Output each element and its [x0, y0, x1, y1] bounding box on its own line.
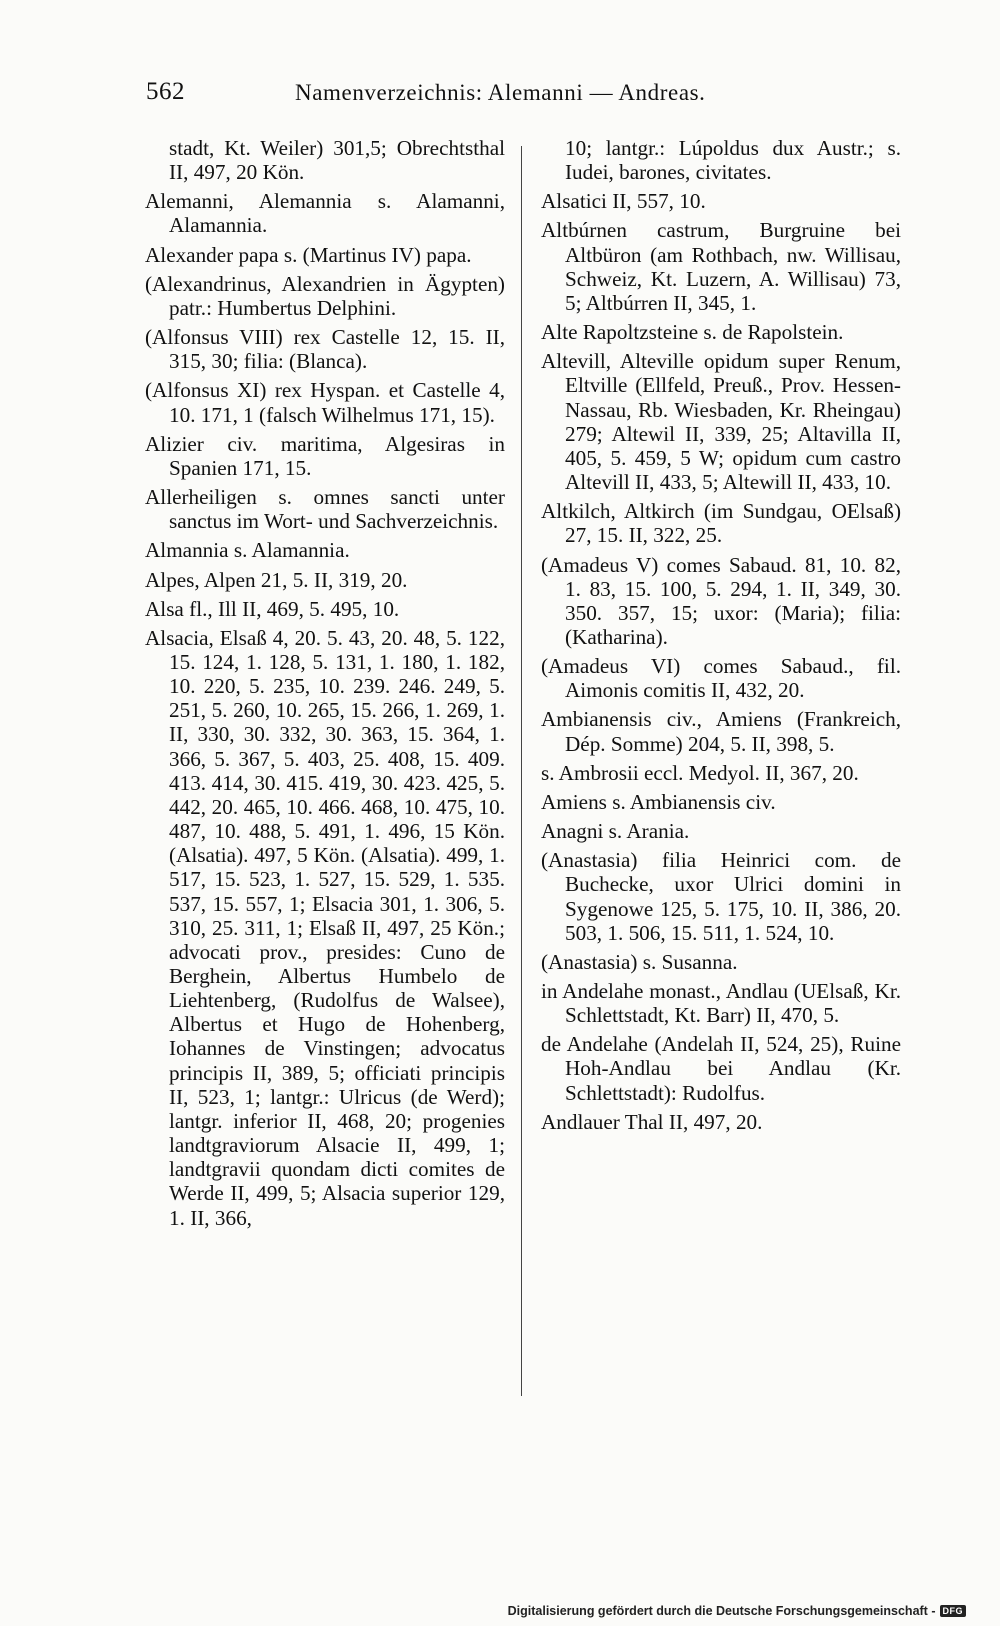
- index-entry: Alsatici II, 557, 10.: [541, 189, 706, 214]
- index-entry: Altkilch, Altkirch (im Sundgau, OElsaß) 27, 15. II, 322, 25.: [541, 499, 901, 548]
- index-entry: de Andelahe (Andelah II, 524, 25), Ruine Hoh-Andlau bei Andlau (Kr. Schlettstadt): Rudolfus.: [541, 1032, 901, 1105]
- index-entry: Alizier civ. maritima, Algesiras in Spanien 171, 15.: [145, 431, 505, 480]
- index-entry: 10; lantgr.: Lúpoldus dux Austr.; s. Iudei, barones, civitates.: [565, 136, 901, 185]
- index-entry: stadt, Kt. Weiler) 301,5; Obrechtsthal II, 497, 20 Kön.: [169, 136, 505, 185]
- index-entry: Alte Rapoltzsteine s. de Rapolstein.: [541, 320, 844, 345]
- index-column-left: [145, 136, 505, 1235]
- index-entry: (Alfonsus XI) rex Hyspan. et Castelle 4, 10. 171, 1 (falsch Wilhelmus 171, 15).: [145, 378, 505, 427]
- footer-text: Digitalisierung gefördert durch die Deutsche Forschungsgemeinschaft -: [507, 1604, 936, 1618]
- index-entry: Almannia s. Alamannia.: [145, 538, 350, 563]
- index-entry: Alemanni, Alemannia s. Alamanni, Alamannia.: [145, 189, 505, 238]
- index-entry: Alpes, Alpen 21, 5. II, 319, 20.: [145, 567, 408, 592]
- index-entry: Altbúrnen castrum, Burgruine bei Altbüron (am Rothbach, nw. Willisau, Schweiz, Kt. Luzern, A. Willisau) 73, 5; Altbúrren II, 345, 1.: [541, 218, 901, 315]
- index-entry: (Alfonsus VIII) rex Castelle 12, 15. II, 315, 30; filia: (Blanca).: [145, 325, 505, 374]
- digitization-footer: [508, 1604, 966, 1618]
- index-entry: (Anastasia) filia Heinrici com. de Buchecke, uxor Ulrici domini in Sygenowe 125, 5. 175, 10. II, 386, 20. 503, 1. 506, 15. 511, 1. 524, 10.: [541, 848, 901, 945]
- dfg-logo-icon: DFG: [940, 1605, 967, 1617]
- index-entry: Alsacia, Elsaß 4, 20. 5. 43, 20. 48, 5. 122, 15. 124, 1. 128, 5. 131, 1. 180, 1. 182, 10. 220, 5. 235, 10. 239. 246. 249, 5. 251, 5. 260, 10. 265, 15. 266, 1. 269, 1. II, 330, 30. 332, 30. 363, 15. 364, 1. 366, 5. 367, 5. 403, 25. 408, 15. 409. 413. 414, 30. 415. 419, 30. 423. 425, 5. 442, 20. 465, 10. 466. 468, 10. 475, 10. 487, 10. 488, 5. 491, 1. 496, 15 Kön. (Alsatia). 497, 5 Kön. (Alsatia). 499, 1. 517, 15. 523, 1. 527, 15. 529, 1. 535. 537, 15. 557, 1; Elsacia 301, 1. 306, 5. 310, 25. 311, 1; Elsaß II, 497, 25 Kön.; advocati prov., presides: Cuno de Berghein, Albertus Humbelo de Liehtenberg, (Rudolfus de Walsee), Albertus et Hugo de Hohenberg, Iohannes de Vinstingen; advocatus principis II, 389, 5; officiati principis II, 523, 1; lantgr.: Ulricus (de Werd); lantgr. inferior II, 468, 20; progenies landtgraviorum Alsacie II, 499, 1; landtgravii quondam dicti comites de Werde II, 499, 5; Alsacia superior 129, 1. II, 366,: [145, 625, 505, 1230]
- index-entry: (Amadeus VI) comes Sabaud., fil. Aimonis comitis II, 432, 20.: [541, 654, 901, 703]
- index-entry: Alexander papa s. (Martinus IV) papa.: [145, 242, 472, 267]
- index-column-right: [541, 136, 901, 1139]
- index-entry: Andlauer Thal II, 497, 20.: [541, 1109, 763, 1134]
- index-entry: Anagni s. Arania.: [541, 819, 690, 844]
- index-entry: (Amadeus V) comes Sabaud. 81, 10. 82, 1. 83, 15. 100, 5. 294, 1. II, 349, 30. 350. 357, 15; uxor: (Maria); filia: (Katharina).: [541, 552, 901, 649]
- index-entry: Ambianensis civ., Amiens (Frankreich, Dép. Somme) 204, 5. II, 398, 5.: [541, 707, 901, 756]
- index-entry: Allerheiligen s. omnes sancti unter sanctus im Wort- und Sachverzeichnis.: [145, 485, 505, 534]
- index-entry: s. Ambrosii eccl. Medyol. II, 367, 20.: [541, 760, 859, 785]
- running-head: Namenverzeichnis: Alemanni — Andreas.: [295, 80, 706, 105]
- index-entry: Amiens s. Ambianensis civ.: [541, 789, 776, 814]
- index-entry: in Andelahe monast., Andlau (UElsaß, Kr. Schlettstadt, Kt. Barr) II, 470, 5.: [541, 979, 901, 1028]
- index-entry: Alsa fl., Ill II, 469, 5. 495, 10.: [145, 596, 400, 621]
- index-entry: Altevill, Alteville opidum super Renum, Eltville (Ellfeld, Preuß., Prov. Hessen-Nassau, Rb. Wiesbaden, Kr. Rheingau) 279; Altewil II, 339, 25; Altavilla II, 405, 5. 459, 5 W; opidum cum castro Altevill II, 433, 5; Altewill II, 433, 10.: [541, 349, 901, 495]
- page-number: 562: [146, 78, 185, 105]
- column-divider: [521, 146, 522, 1396]
- index-entry: (Alexandrinus, Alexandrien in Ägypten) patr.: Humbertus Delphini.: [145, 271, 505, 320]
- index-entry: (Anastasia) s. Susanna.: [541, 949, 738, 974]
